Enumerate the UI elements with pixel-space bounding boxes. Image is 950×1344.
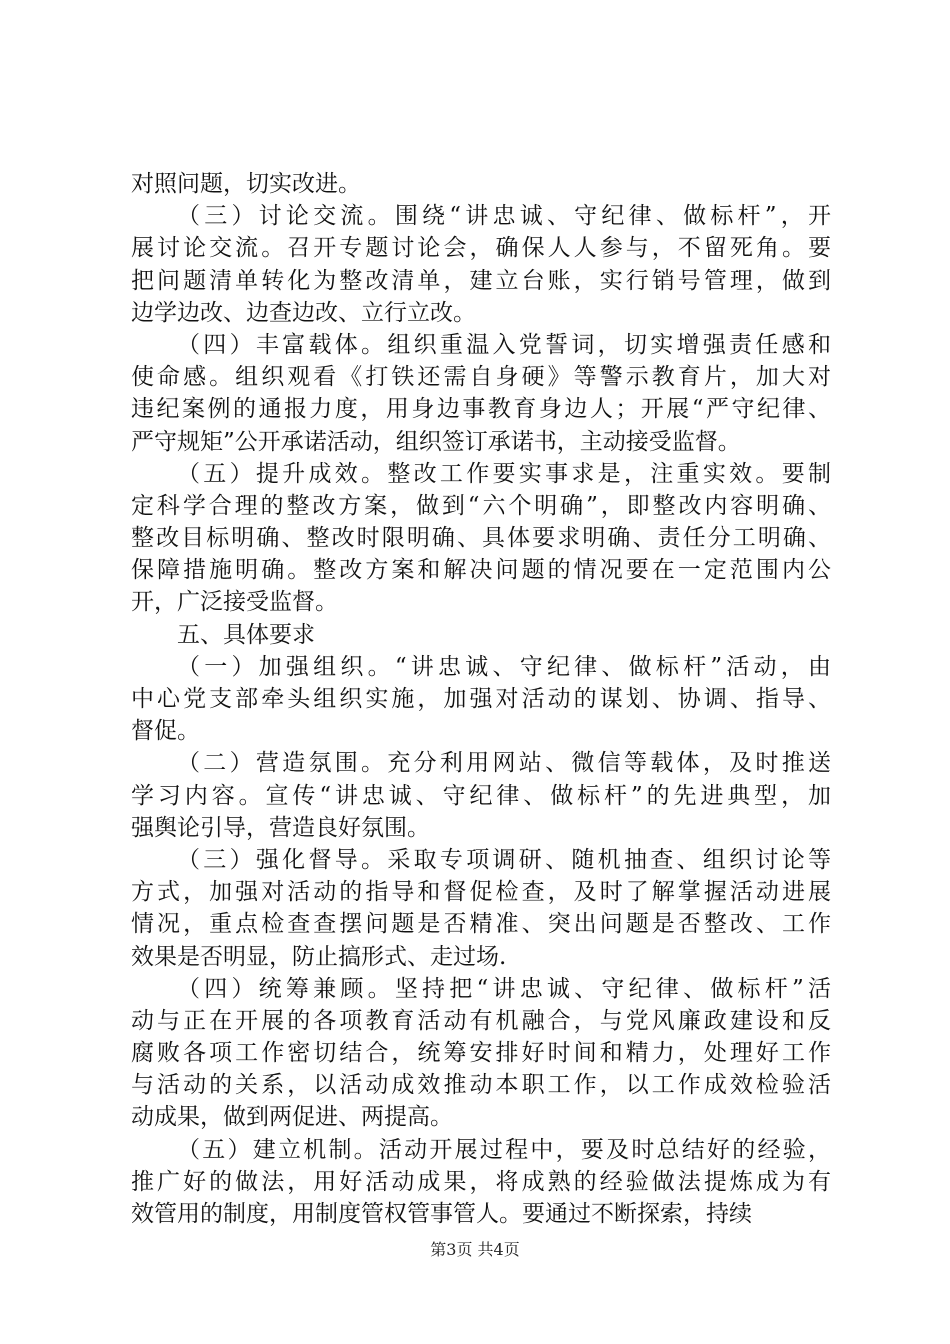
text-line: 把问题清单转化为整改清单，建立台账，实行销号管理，做到 (131, 267, 831, 294)
text-line: 边学边改、边查边改、立行立改。 (131, 299, 476, 326)
text-line: 学习内容。宣传“讲忠诚、守纪律、做标杆”的先进典型，加 (131, 782, 831, 809)
text-line: （三）讨论交流。围绕“讲忠诚、守纪律、做标杆”，开 (177, 203, 831, 230)
text-line: 方式，加强对活动的指导和督促检查，及时了解掌握活动进展 (131, 879, 831, 906)
paragraph (131, 1134, 831, 1231)
text-line: 对照问题，切实改进。 (131, 171, 361, 197)
text-line: （一）加强组织。“讲忠诚、守纪律、做标杆”活动，由 (177, 653, 831, 680)
text-line: 保障措施明确。整改方案和解决问题的情况要在一定范围内公 (131, 557, 831, 584)
document-body (131, 168, 831, 1230)
paragraph (131, 168, 831, 200)
text-line: 定科学合理的整改方案，做到“六个明确”，即整改内容明确、 (131, 492, 831, 519)
text-line: 动与正在开展的各项教育活动有机融合，与党风廉政建设和反 (131, 1007, 831, 1034)
text-line: 五、具体要求 (177, 621, 315, 648)
text-line: 效果是否明显，防止搞形式、走过场. (131, 943, 507, 970)
text-line: （五）提升成效。整改工作要实事求是，注重实效。要制 (177, 460, 831, 487)
text-line: 使命感。组织观看《打铁还需自身硬》等警示教育片，加大对 (131, 364, 831, 391)
section-heading (131, 619, 831, 651)
text-line: 整改目标明确、整改时限明确、具体要求明确、责任分工明确、 (131, 525, 831, 552)
text-line: 违纪案例的通报力度，用身边事教育身边人；开展“严守纪律、 (131, 396, 831, 423)
paragraph (131, 747, 831, 844)
text-line: 中心党支部牵头组织实施，加强对活动的谋划、协调、指导、 (131, 686, 831, 712)
paragraph (131, 458, 831, 619)
text-line: 督促。 (131, 718, 200, 745)
text-line: 与活动的关系，以活动成效推动本职工作，以工作成效检验活 (131, 1072, 831, 1099)
text-line: 推广好的做法，用好活动成果，将成熟的经验做法提炼成为有 (131, 1168, 831, 1195)
text-line: （五）建立机制。活动开展过程中，要及时总结好的经验， (177, 1136, 831, 1163)
paragraph (131, 973, 831, 1134)
text-line: 情况，重点检查查摆问题是否精准、突出问题是否整改、工作 (131, 911, 831, 938)
text-line: 强舆论引导，营造良好氛围。 (131, 814, 430, 841)
text-line: 腐败各项工作密切结合，统筹安排好时间和精力，处理好工作 (131, 1040, 831, 1067)
text-line: （二）营造氛围。充分利用网站、微信等载体，及时推送 (177, 750, 831, 777)
paragraph (131, 844, 831, 973)
text-line: 严守规矩”公开承诺活动，组织签订承诺书，主动接受监督。 (131, 428, 741, 455)
text-line: （四）统筹兼顾。坚持把“讲忠诚、守纪律、做标杆”活 (177, 975, 831, 1002)
page-footer: 第3页 共4页 (430, 1240, 520, 1259)
text-line: 效管用的制度，用制度管权管事管人。要通过不断探索，持续 (131, 1201, 752, 1227)
paragraph (131, 651, 831, 748)
text-line: （四）丰富载体。组织重温入党誓词，切实增强责任感和 (177, 331, 831, 358)
paragraph (131, 200, 831, 329)
paragraph (131, 329, 831, 458)
text-line: 动成果，做到两促进、两提高。 (131, 1104, 453, 1131)
text-line: （三）强化督导。采取专项调研、随机抽查、组织讨论等 (177, 846, 831, 873)
text-line: 开，广泛接受监督。 (131, 589, 338, 616)
text-line: 展讨论交流。召开专题讨论会，确保人人参与，不留死角。要 (131, 235, 831, 262)
